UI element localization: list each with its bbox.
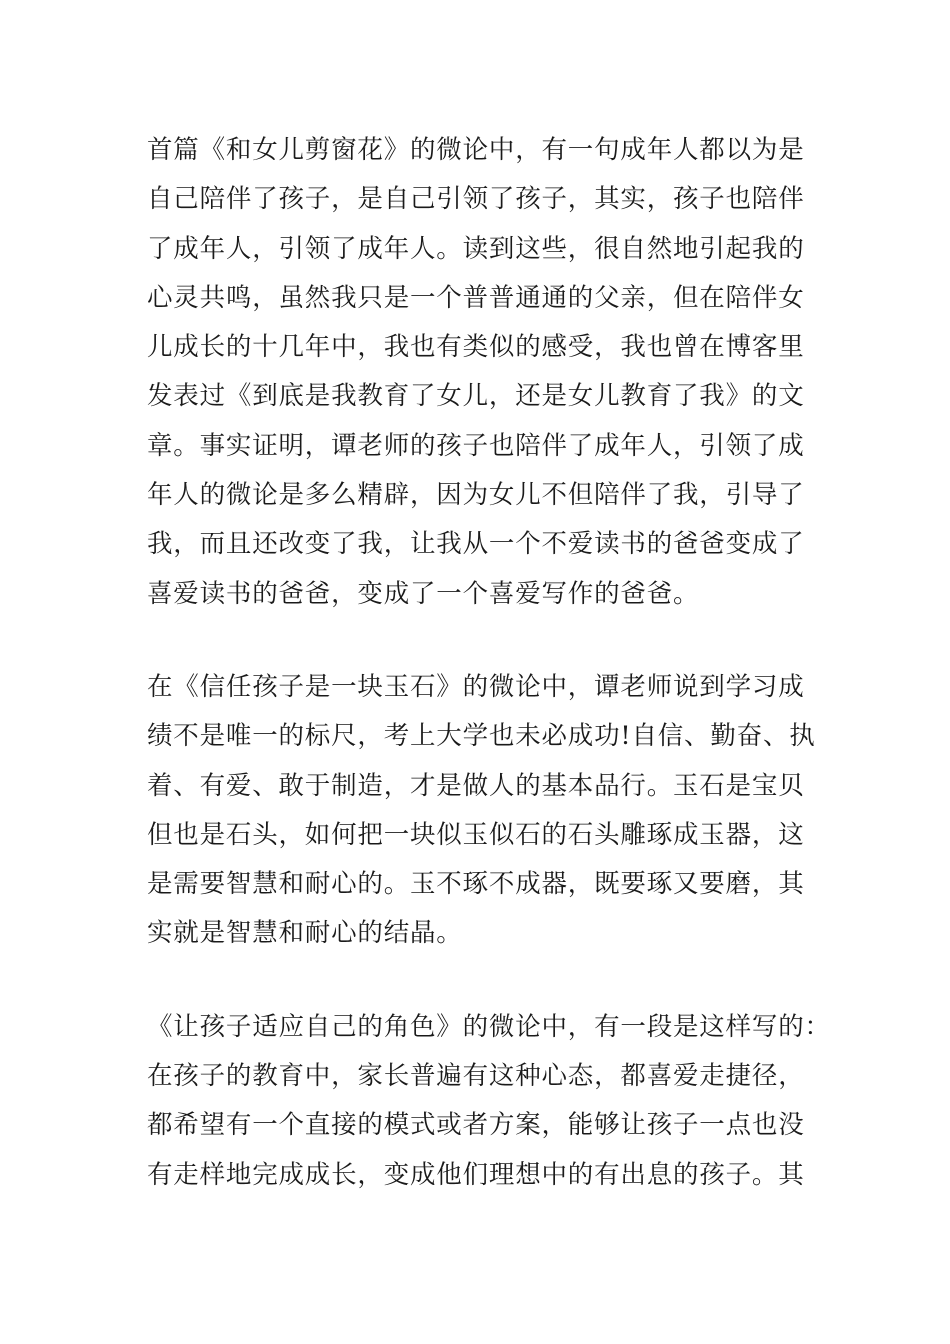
text-line: 都希望有一个直接的模式或者方案，能够让孩子一点也没 [147, 1110, 805, 1141]
text-line: 但也是石头，如何把一块似玉似石的石头雕琢成玉器，这 [147, 819, 805, 850]
text-line: 《让孩子适应自己的角色》的微论中，有一段是这样写的： [147, 1011, 831, 1042]
text-line: 实就是智慧和耐心的结晶。 [147, 918, 463, 949]
text-line: 有走样地完成成长，变成他们理想中的有出息的孩子。其 [147, 1159, 805, 1190]
text-line: 章。事实证明，谭老师的孩子也陪伴了成年人，引领了成 [147, 430, 805, 461]
text-line: 年人的微论是多么精辟，因为女儿不但陪伴了我，引导了 [147, 480, 805, 511]
text-line: 我，而且还改变了我，让我从一个不爱读书的爸爸变成了 [147, 529, 805, 560]
document-body [147, 126, 831, 1200]
text-line: 是需要智慧和耐心的。玉不琢不成器，既要琢又要磨，其 [147, 869, 805, 900]
paragraph-2 [147, 663, 816, 959]
text-line: 儿成长的十几年中，我也有类似的感受，我也曾在博客里 [147, 332, 805, 363]
text-line: 了成年人，引领了成年人。读到这些，很自然地引起我的 [147, 233, 805, 264]
text-line: 首篇《和女儿剪窗花》的微论中，有一句成年人都以为是 [147, 135, 805, 165]
text-line: 心灵共鸣，虽然我只是一个普普通通的父亲，但在陪伴女 [147, 282, 805, 313]
text-line: 在《信任孩子是一块玉石》的微论中，谭老师说到学习成 [147, 671, 805, 702]
text-line: 着、有爱、敢于制造，才是做人的基本品行。玉石是宝贝 [147, 770, 805, 801]
paragraph-1 [147, 126, 812, 619]
paragraph-3 [147, 1003, 831, 1200]
text-line: 自己陪伴了孩子，是自己引领了孩子，其实，孩子也陪伴 [147, 184, 805, 215]
text-line: 绩不是唯一的标尺，考上大学也未必成功!自信、勤奋、执 [147, 721, 816, 752]
text-line: 喜爱读书的爸爸，变成了一个喜爱写作的爸爸。 [147, 578, 700, 609]
text-line: 发表过《到底是我教育了女儿，还是女儿教育了我》的文 [147, 381, 805, 412]
text-line: 在孩子的教育中，家长普遍有这种心态，都喜爱走捷径， [147, 1061, 805, 1092]
